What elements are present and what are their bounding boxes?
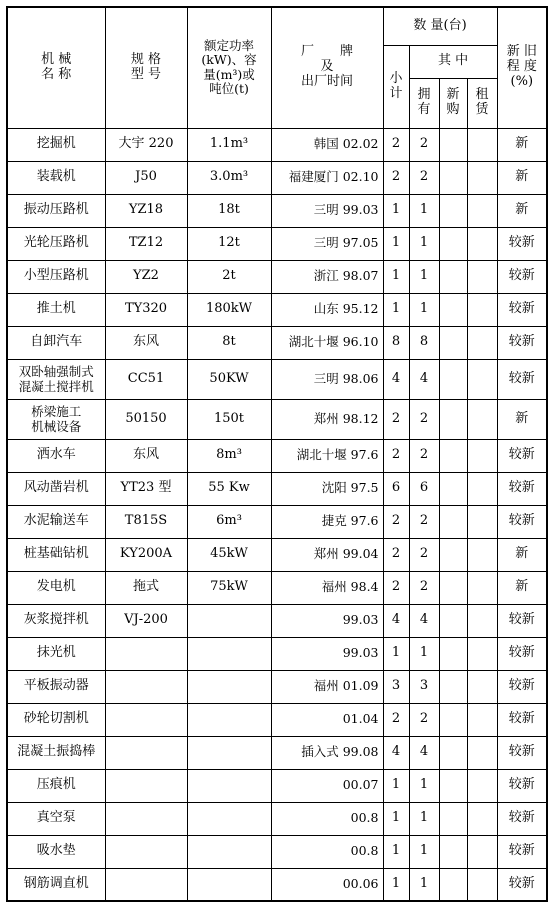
cell-rated: 8t (187, 326, 271, 359)
cell-owned: 1 (409, 293, 439, 326)
cell-rated: 2t (187, 260, 271, 293)
cell-lease (467, 399, 497, 439)
cell-lease (467, 260, 497, 293)
cell-maker: 00.8 (271, 802, 383, 835)
cell-owned: 2 (409, 703, 439, 736)
cell-lease (467, 703, 497, 736)
cell-subtotal: 1 (383, 637, 409, 670)
table-row (7, 260, 547, 293)
cell-new-buy (439, 439, 467, 472)
cell-subtotal: 2 (383, 439, 409, 472)
header-condition: 新 旧 程 度 (%) (497, 7, 547, 128)
cell-new-buy (439, 769, 467, 802)
cell-new-buy (439, 703, 467, 736)
cell-maker: 郑州 99.04 (271, 538, 383, 571)
cell-model: 东风 (105, 439, 187, 472)
cell-new-buy (439, 835, 467, 868)
cell-subtotal: 1 (383, 802, 409, 835)
cell-lease (467, 835, 497, 868)
cell-condition: 较新 (497, 359, 547, 399)
cell-name: 光轮压路机 (7, 227, 105, 260)
cell-lease (467, 769, 497, 802)
cell-subtotal: 2 (383, 703, 409, 736)
cell-lease (467, 604, 497, 637)
cell-rated (187, 670, 271, 703)
cell-condition: 新 (497, 399, 547, 439)
cell-name: 洒水车 (7, 439, 105, 472)
cell-name: 水泥输送车 (7, 505, 105, 538)
cell-owned: 4 (409, 359, 439, 399)
cell-rated: 12t (187, 227, 271, 260)
cell-owned: 2 (409, 161, 439, 194)
table-body (7, 128, 547, 901)
cell-name: 抹光机 (7, 637, 105, 670)
cell-condition: 较新 (497, 670, 547, 703)
cell-maker: 插入式 99.08 (271, 736, 383, 769)
table-row (7, 604, 547, 637)
cell-model: 拖式 (105, 571, 187, 604)
cell-subtotal: 1 (383, 769, 409, 802)
header-rated-capacity: 额定功率 (kW)、容 量(m³)或 吨位(t) (187, 7, 271, 128)
cell-new-buy (439, 571, 467, 604)
cell-new-buy (439, 128, 467, 161)
cell-new-buy (439, 736, 467, 769)
cell-rated: 75kW (187, 571, 271, 604)
cell-new-buy (439, 538, 467, 571)
cell-subtotal: 6 (383, 472, 409, 505)
header-machine-name: 机 械 名 称 (7, 7, 105, 128)
cell-model: 东风 (105, 326, 187, 359)
cell-condition: 新 (497, 161, 547, 194)
cell-owned: 1 (409, 227, 439, 260)
cell-condition: 较新 (497, 260, 547, 293)
cell-rated: 150t (187, 399, 271, 439)
cell-maker: 三明 98.06 (271, 359, 383, 399)
table-row (7, 399, 547, 439)
table-row (7, 439, 547, 472)
cell-lease (467, 670, 497, 703)
cell-new-buy (439, 670, 467, 703)
table-row (7, 538, 547, 571)
cell-rated: 50KW (187, 359, 271, 399)
cell-owned: 2 (409, 538, 439, 571)
cell-subtotal: 4 (383, 736, 409, 769)
table-row (7, 472, 547, 505)
table-row (7, 194, 547, 227)
cell-subtotal: 8 (383, 326, 409, 359)
cell-owned: 3 (409, 670, 439, 703)
cell-condition: 较新 (497, 769, 547, 802)
cell-model: CC51 (105, 359, 187, 399)
cell-model: YZ18 (105, 194, 187, 227)
table-row (7, 359, 547, 399)
cell-condition: 较新 (497, 736, 547, 769)
cell-lease (467, 359, 497, 399)
cell-name: 钢筋调直机 (7, 868, 105, 901)
cell-new-buy (439, 399, 467, 439)
cell-owned: 1 (409, 802, 439, 835)
cell-owned: 1 (409, 637, 439, 670)
cell-subtotal: 1 (383, 194, 409, 227)
cell-subtotal: 1 (383, 260, 409, 293)
cell-name: 真空泵 (7, 802, 105, 835)
cell-new-buy (439, 868, 467, 901)
cell-model (105, 835, 187, 868)
table-row (7, 769, 547, 802)
cell-name: 振动压路机 (7, 194, 105, 227)
cell-name: 双卧轴强制式 混凝土搅拌机 (7, 359, 105, 399)
cell-maker: 三明 99.03 (271, 194, 383, 227)
cell-model (105, 769, 187, 802)
table-row (7, 637, 547, 670)
cell-rated: 18t (187, 194, 271, 227)
cell-lease (467, 538, 497, 571)
equipment-table-frame (6, 6, 546, 906)
cell-model: YT23 型 (105, 472, 187, 505)
cell-lease (467, 802, 497, 835)
table-row (7, 736, 547, 769)
cell-subtotal: 2 (383, 571, 409, 604)
cell-maker: 山东 95.12 (271, 293, 383, 326)
cell-name: 小型压路机 (7, 260, 105, 293)
cell-owned: 2 (409, 505, 439, 538)
cell-condition: 较新 (497, 326, 547, 359)
cell-maker: 00.8 (271, 835, 383, 868)
header-spec-model: 规 格 型 号 (105, 7, 187, 128)
cell-subtotal: 1 (383, 293, 409, 326)
header-new-buy: 新 购 (439, 78, 467, 128)
cell-new-buy (439, 326, 467, 359)
cell-model (105, 703, 187, 736)
equipment-table (6, 6, 548, 902)
cell-owned: 2 (409, 399, 439, 439)
cell-model (105, 736, 187, 769)
cell-rated (187, 604, 271, 637)
cell-maker: 三明 97.05 (271, 227, 383, 260)
cell-model: YZ2 (105, 260, 187, 293)
cell-new-buy (439, 505, 467, 538)
cell-owned: 1 (409, 260, 439, 293)
cell-maker: 福建厦门 02.10 (271, 161, 383, 194)
cell-maker: 捷克 97.6 (271, 505, 383, 538)
cell-subtotal: 1 (383, 868, 409, 901)
table-row (7, 571, 547, 604)
cell-owned: 4 (409, 604, 439, 637)
cell-condition: 较新 (497, 637, 547, 670)
table-row (7, 326, 547, 359)
cell-new-buy (439, 359, 467, 399)
cell-owned: 4 (409, 736, 439, 769)
cell-lease (467, 194, 497, 227)
cell-lease (467, 736, 497, 769)
cell-new-buy (439, 161, 467, 194)
cell-lease (467, 637, 497, 670)
cell-maker: 福州 01.09 (271, 670, 383, 703)
cell-subtotal: 4 (383, 604, 409, 637)
cell-maker: 浙江 98.07 (271, 260, 383, 293)
cell-rated (187, 637, 271, 670)
cell-model (105, 868, 187, 901)
cell-subtotal: 2 (383, 505, 409, 538)
cell-condition: 较新 (497, 868, 547, 901)
cell-maker: 99.03 (271, 637, 383, 670)
cell-owned: 1 (409, 835, 439, 868)
cell-maker: 00.06 (271, 868, 383, 901)
cell-lease (467, 227, 497, 260)
cell-lease (467, 472, 497, 505)
cell-name: 砂轮切割机 (7, 703, 105, 736)
cell-condition: 较新 (497, 505, 547, 538)
cell-model: TY320 (105, 293, 187, 326)
cell-model: KY200A (105, 538, 187, 571)
cell-condition: 较新 (497, 227, 547, 260)
cell-maker: 01.04 (271, 703, 383, 736)
header-owned: 拥 有 (409, 78, 439, 128)
cell-rated: 45kW (187, 538, 271, 571)
cell-new-buy (439, 194, 467, 227)
cell-maker: 湖北十堰 96.10 (271, 326, 383, 359)
cell-name: 灰浆搅拌机 (7, 604, 105, 637)
cell-lease (467, 293, 497, 326)
cell-name: 推土机 (7, 293, 105, 326)
cell-owned: 6 (409, 472, 439, 505)
cell-model: TZ12 (105, 227, 187, 260)
table-row (7, 670, 547, 703)
cell-condition: 较新 (497, 293, 547, 326)
table-row (7, 293, 547, 326)
cell-owned: 1 (409, 769, 439, 802)
cell-subtotal: 2 (383, 538, 409, 571)
cell-new-buy (439, 472, 467, 505)
cell-subtotal: 2 (383, 399, 409, 439)
cell-new-buy (439, 293, 467, 326)
cell-rated: 55 Kw (187, 472, 271, 505)
cell-owned: 1 (409, 868, 439, 901)
cell-condition: 较新 (497, 472, 547, 505)
cell-lease (467, 571, 497, 604)
cell-new-buy (439, 260, 467, 293)
cell-name: 桩基础钻机 (7, 538, 105, 571)
cell-subtotal: 1 (383, 227, 409, 260)
cell-condition: 新 (497, 571, 547, 604)
cell-condition: 新 (497, 538, 547, 571)
cell-name: 挖掘机 (7, 128, 105, 161)
cell-condition: 较新 (497, 439, 547, 472)
cell-rated: 6m³ (187, 505, 271, 538)
cell-condition: 较新 (497, 703, 547, 736)
cell-maker: 00.07 (271, 769, 383, 802)
cell-rated (187, 736, 271, 769)
table-row (7, 161, 547, 194)
cell-rated (187, 802, 271, 835)
cell-maker: 韩国 02.02 (271, 128, 383, 161)
cell-new-buy (439, 227, 467, 260)
cell-model: 50150 (105, 399, 187, 439)
cell-name: 压痕机 (7, 769, 105, 802)
cell-name: 发电机 (7, 571, 105, 604)
cell-name: 自卸汽车 (7, 326, 105, 359)
cell-owned: 2 (409, 571, 439, 604)
table-row (7, 835, 547, 868)
cell-rated (187, 703, 271, 736)
cell-rated (187, 835, 271, 868)
cell-model (105, 670, 187, 703)
cell-new-buy (439, 802, 467, 835)
cell-name: 装载机 (7, 161, 105, 194)
cell-new-buy (439, 637, 467, 670)
cell-subtotal: 4 (383, 359, 409, 399)
cell-model: 大宇 220 (105, 128, 187, 161)
cell-maker: 99.03 (271, 604, 383, 637)
table-row (7, 227, 547, 260)
cell-rated: 180kW (187, 293, 271, 326)
cell-model (105, 637, 187, 670)
cell-condition: 新 (497, 194, 547, 227)
cell-rated (187, 868, 271, 901)
table-row (7, 128, 547, 161)
table-row (7, 703, 547, 736)
cell-subtotal: 2 (383, 161, 409, 194)
cell-owned: 2 (409, 439, 439, 472)
cell-rated: 1.1m³ (187, 128, 271, 161)
cell-maker: 湖北十堰 97.6 (271, 439, 383, 472)
cell-lease (467, 868, 497, 901)
cell-lease (467, 505, 497, 538)
cell-model: VJ-200 (105, 604, 187, 637)
cell-model: T815S (105, 505, 187, 538)
cell-condition: 新 (497, 128, 547, 161)
table-row (7, 868, 547, 901)
cell-maker: 沈阳 97.5 (271, 472, 383, 505)
header-among: 其 中 (409, 45, 497, 78)
header-subtotal: 小 计 (383, 45, 409, 128)
cell-model (105, 802, 187, 835)
table-row (7, 802, 547, 835)
cell-name: 桥梁施工 机械设备 (7, 399, 105, 439)
cell-lease (467, 439, 497, 472)
cell-name: 平板振动器 (7, 670, 105, 703)
header-quantity: 数 量(台) (383, 7, 497, 45)
cell-owned: 2 (409, 128, 439, 161)
cell-condition: 较新 (497, 604, 547, 637)
table-row (7, 505, 547, 538)
cell-lease (467, 326, 497, 359)
header-maker-date: 厂 牌 及 出厂时间 (271, 7, 383, 128)
cell-condition: 较新 (497, 802, 547, 835)
header-lease: 租 赁 (467, 78, 497, 128)
cell-name: 吸水垫 (7, 835, 105, 868)
cell-maker: 福州 98.4 (271, 571, 383, 604)
cell-lease (467, 128, 497, 161)
cell-subtotal: 1 (383, 835, 409, 868)
cell-condition: 较新 (497, 835, 547, 868)
cell-rated (187, 769, 271, 802)
table-header (7, 7, 547, 128)
cell-rated: 3.0m³ (187, 161, 271, 194)
cell-rated: 8m³ (187, 439, 271, 472)
cell-maker: 郑州 98.12 (271, 399, 383, 439)
cell-new-buy (439, 604, 467, 637)
cell-lease (467, 161, 497, 194)
cell-subtotal: 2 (383, 128, 409, 161)
cell-name: 风动凿岩机 (7, 472, 105, 505)
cell-owned: 1 (409, 194, 439, 227)
cell-model: J50 (105, 161, 187, 194)
cell-owned: 8 (409, 326, 439, 359)
cell-subtotal: 3 (383, 670, 409, 703)
cell-name: 混凝土振捣棒 (7, 736, 105, 769)
